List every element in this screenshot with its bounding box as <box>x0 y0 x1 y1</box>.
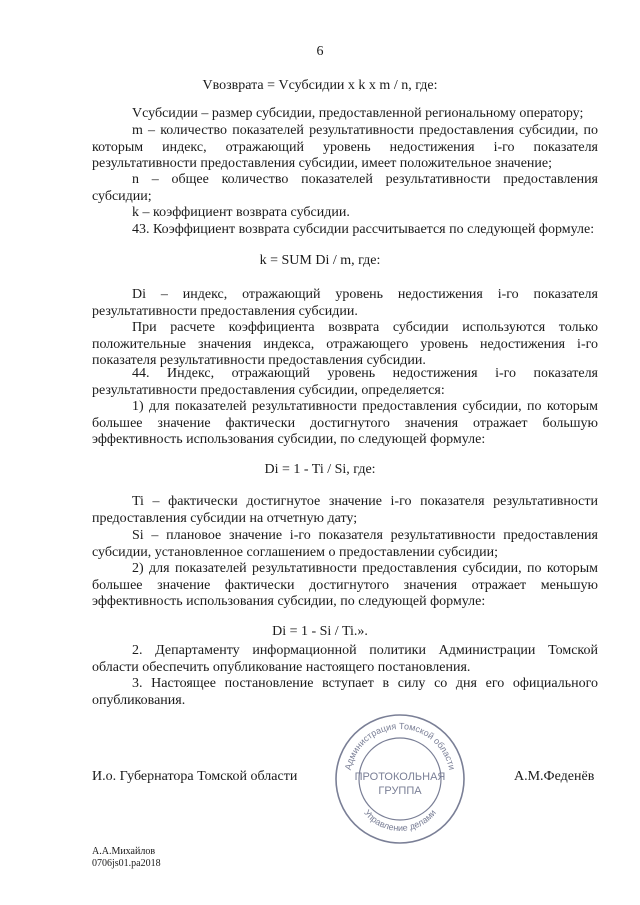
formula-di-case-1: Di = 1 - Ti / Si, где: <box>264 462 376 477</box>
signatory-position: И.о. Губернатора Томской области <box>92 769 298 784</box>
stamp-ring-top-text: Администрация Томской области <box>342 720 458 771</box>
paragraph-ti-definition: Ti – фактически достигнутое значение i-го показателя результативности предоставления субсидии на отчетную дату; <box>92 494 598 526</box>
stamp-center-line-1: ПРОТОКОЛЬНАЯ <box>354 771 446 783</box>
page-number: 6 <box>316 44 324 59</box>
paragraph-v-subsidy: Vсубсидии – размер субсидии, предоставленной региональному оператору; <box>132 106 584 121</box>
paragraph-case-1: 1) для показателей результативности предоставления субсидии, по которым большее значение фактически достигнутого значения отражает большую эффективность использования субсидии, по следующей формуле: <box>92 399 598 447</box>
paragraph-item-2: 2. Департаменту информационной политики Администрации Томской области обеспечить опубликование настоящего постановления. <box>92 643 598 675</box>
paragraph-n-definition: n – общее количество показателей результативности предоставления субсидии; <box>92 172 598 204</box>
paragraph-di-definition: Di – индекс, отражающий уровень недостижения i-го показателя результативности предоставления субсидии. <box>92 287 598 319</box>
paragraph-item-44: 44. Индекс, отражающий уровень недостижения i-го показателя результативности предоставления субсидии, определяется: <box>92 366 598 398</box>
footer-document-code: 0706js01.pa2018 <box>92 858 161 869</box>
paragraph-si-definition: Si – плановое значение i-го показателя результативности предоставления субсидии, установленное соглашением о предоставлении субсидии; <box>92 528 598 560</box>
protocol-group-stamp <box>333 712 467 846</box>
formula-di-case-2: Di = 1 - Si / Ti.». <box>272 624 368 639</box>
stamp-center-line-2: ГРУППА <box>378 785 422 797</box>
stamp-ring-bottom-text: Управление делами <box>362 807 438 834</box>
paragraph-item-3: 3. Настоящее постановление вступает в силу со дня его официального опубликования. <box>92 676 598 708</box>
formula-refund-volume: Vвозврата = Vсубсидии x k x m / n, где: <box>202 78 438 93</box>
paragraph-case-2: 2) для показателей результативности предоставления субсидии, по которым большее значение фактически достигнутого значения отражает меньшую эффективность использования субсидии, по следующей формуле: <box>92 561 598 609</box>
footer-author: А.А.Михайлов <box>92 846 156 857</box>
formula-k: k = SUM Di / m, где: <box>259 253 381 268</box>
paragraph-positive-values: При расчете коэффициента возврата субсидии используются только положительные значения индекса, отражающего уровень недостижения i-го показателя результативности предоставления субсидии. <box>92 320 598 368</box>
signatory-name: А.М.Феденёв <box>514 769 595 784</box>
paragraph-item-43: 43. Коэффициент возврата субсидии рассчитывается по следующей формуле: <box>132 222 595 237</box>
paragraph-k-definition: k – коэффициент возврата субсидии. <box>132 205 350 220</box>
paragraph-m-definition: m – количество показателей результативности предоставления субсидии, по которым индекс, отражающий уровень недостижения i-го показателя результативности предоставления субсидии, имеет положительное значение; <box>92 123 598 171</box>
